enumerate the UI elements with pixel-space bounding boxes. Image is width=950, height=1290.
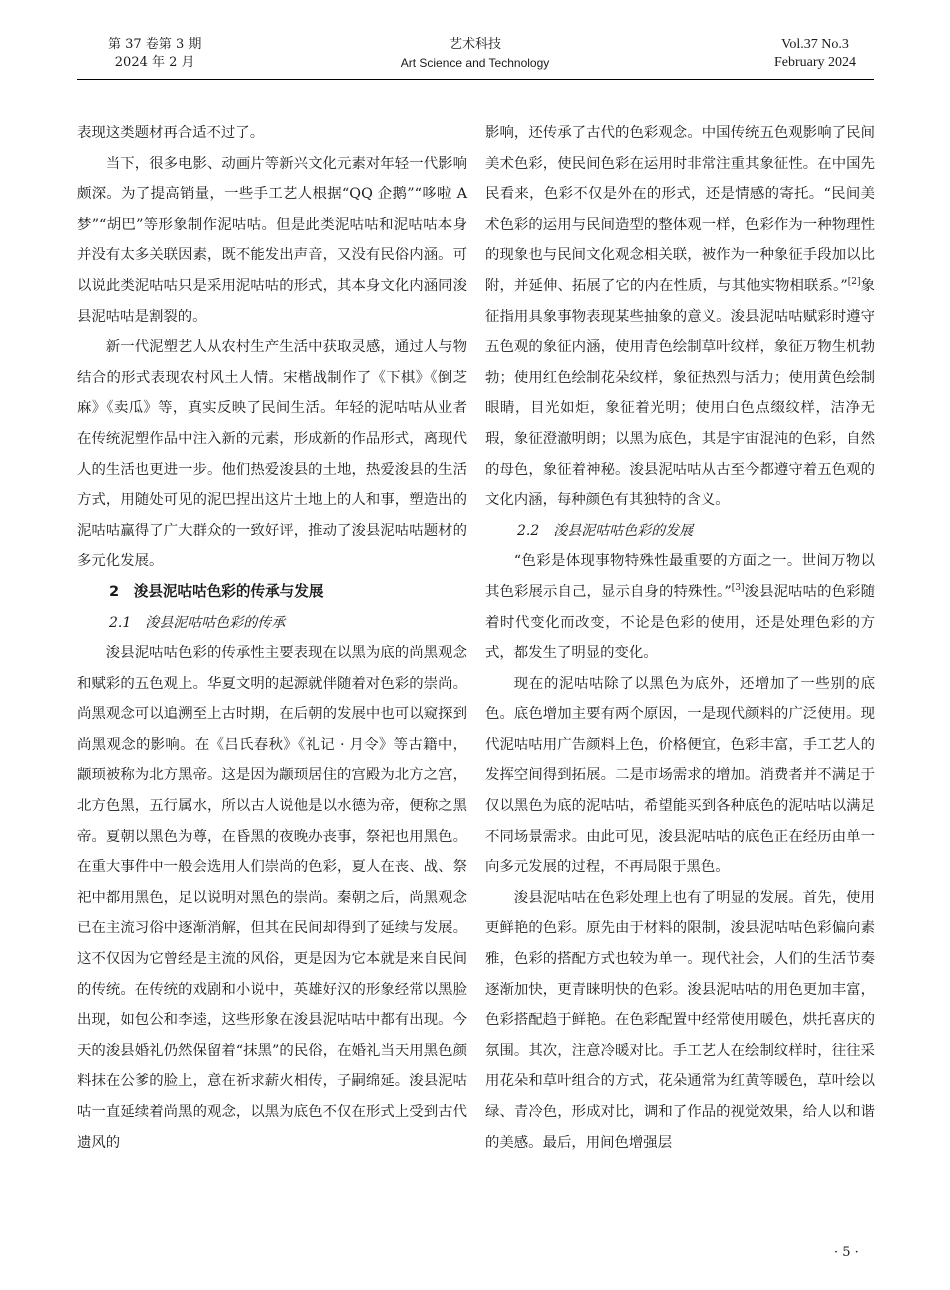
- date-cn: 2024 年 2 月: [114, 55, 195, 70]
- paragraph-text: 影响，还传承了古代的色彩观念。中国传统五色观影响了民间美术色彩，使民间色彩在运用时非常注重其象征性。在中国先民看来，色彩不仅是外在的形式，还是情感的寄托。“民间美术色彩的运用与民间造型的整体观一样，色彩作为一种物理性的现象也与民间文化观念相关联，被作为一种象征手段加以比附，并延伸、拓展了它的内在性质，与其他实物相联系。”: [485, 125, 875, 294]
- paragraph: 现在的泥咕咕除了以黑色为底外，还增加了一些别的底色。底色增加主要有两个原因，一是现代颜料的广泛使用。现代泥咕咕用广告颜料上色，价格便宜，色彩丰富，手工艺人的发挥空间得到拓展。二是市场需求的增加。消费者并不满足于仅以黑色为底的泥咕咕，希望能买到各种底色的泥咕咕以满足不同场景需求。由此可见，浚县泥咕咕的底色正在经历由单一向多元发展的过程，不再局限于黑色。: [485, 675, 875, 876]
- paragraph: 浚县泥咕咕色彩的传承性主要表现在以黑为底的尚黑观念和赋彩的五色观上。华夏文明的起源就伴随着对色彩的崇尚。尚黑观念可以追溯至上古时期，在后朝的发展中也可以窥探到尚黑观念的影响。在《吕氏春秋》《礼记 · 月令》等古籍中，颛顼被称为北方黑帝。这是因为颛顼居住的宫殿为北方之宫，北方色黑，五行属水，所以古人说他是以水德为帝，便称之黑帝。夏朝以黑色为尊，在昏黑的夜晚办丧事，祭祀也用黑色。在重大事件中一般会选用人们崇尚的色彩，夏人在丧、战、祭祀中都用黑色，足以说明对黑色的崇尚。秦朝之后，尚黑观念已在主流习俗中逐渐消解，但其在民间却得到了延续与发展。这不仅因为它曾经是主流的风俗，更是因为它本就是来自民间的传统。在传统的戏剧和小说中，英雄好汉的形象经常以黑脸出现，如包公和李逵，这些形象在浚县泥咕咕中都有出现。今天的浚县婚礼仍然保留着“抹黑”的民俗，在婚礼当天用黑色颜料抹在公爹的脸上，意在祈求薪火相传，子嗣绵延。浚县泥咕咕一直延续着尚黑的观念，以黑为底色不仅在形式上受到古代遗风的: [77, 645, 467, 1151]
- paragraph-text: “色彩是体现事物特殊性最重要的方面之一。世间万物以其色彩展示自己，显示自身的特殊性。”: [485, 553, 875, 600]
- citation-ref: [3]: [731, 583, 745, 594]
- paragraph: 浚县泥咕咕在色彩处理上也有了明显的发展。首先，使用更鲜艳的色彩。原先由于材料的限制，浚县泥咕咕色彩偏向素雅，色彩的搭配方式也较为单一。现代社会，人们的生活节奏逐渐加快，更青睐明快的色彩。浚县泥咕咕的用色更加丰富，色彩搭配趋于鲜艳。在色彩配置中经常使用暖色，烘托喜庆的氛围。其次，注意冷暖对比。手工艺人在绘制纹样时，往往采用花朵和草叶组合的方式，花朵通常为红黄等暖色，草叶绘以绿、青冷色，形成对比，调和了作品的视觉效果，给人以和谐的美感。最后，用间色增强层: [485, 889, 875, 1151]
- paragraph-text: 浚县泥咕咕的色彩随着时代变化而改变，不论是色彩的使用，还是处理色彩的方式，都发生了明显的变化。: [485, 583, 875, 662]
- citation-ref: [2]: [847, 277, 861, 288]
- paragraph-text: 象征指用具象事物表现某些抽象的意义。浚县泥咕咕赋彩时遵守五色观的象征内涵，使用青色绘制草叶纹样，象征万物生机勃勃；使用红色绘制花朵纹样，象征热烈与活力；使用黄色绘制眼睛，目光如炬，象征着光明；使用白色点缀纹样，洁净无瑕，象征澄澈明朗；以黑为底色，其是宇宙混沌的色彩，自然的母色，象征着神秘。浚县泥咕咕从古至今都遵守着五色观的文化内涵，每种颜色有其独特的含义。: [485, 277, 875, 509]
- page-number: · 5 ·: [834, 1245, 859, 1260]
- journal-title-cn: 艺术科技: [448, 37, 501, 52]
- paragraph: 新一代泥塑艺人从农村生产生活中获取灵感，通过人与物结合的形式表现农村风土人情。宋楷战制作了《下棋》《倒芝麻》《卖瓜》等，真实反映了民间生活。年轻的泥咕咕从业者在传统泥塑作品中注入新的元素，形成新的作品形式，离现代人的生活也更进一步。他们热爱浚县的土地，热爱浚县的生活方式，用随处可见的泥巴捏出这片土地上的人和事，塑造出的泥咕咕赢得了广大群众的一致好评，推动了浚县泥咕咕题材的多元化发展。: [77, 339, 467, 570]
- subsection-heading: 2.2 浚县泥咕咕色彩的发展: [517, 522, 694, 539]
- journal-volume-issue-en: [774, 36, 856, 72]
- paragraph: [485, 546, 875, 668]
- right-column: [485, 118, 875, 1158]
- journal-title-en: Art Science and Technology: [400, 56, 550, 70]
- header-rule: [77, 79, 874, 80]
- paragraph: 表现这类题材再合适不过了。: [77, 125, 265, 141]
- paragraph: [485, 118, 875, 516]
- subsection-heading: 2.1 浚县泥咕咕色彩的传承: [109, 614, 286, 631]
- date-en: February 2024: [773, 55, 856, 70]
- section-heading: 2 浚县泥咕咕色彩的传承与发展: [109, 582, 324, 600]
- paragraph: 当下，很多电影、动画片等新兴文化元素对年轻一代影响颇深。为了提高销量，一些手工艺人根据“QQ 企鹅”“哆啦 A 梦”“胡巴”等形象制作泥咕咕。但是此类泥咕咕和泥咕咕本身并没有太多关联因素，既不能发出声音，又没有民俗内涵。可以说此类泥咕咕只是采用泥咕咕的形式，其本身文化内涵同浚县泥咕咕是割裂的。: [77, 155, 467, 325]
- left-column: [77, 118, 467, 1158]
- volume-issue-en: Vol.37 No.3: [781, 37, 849, 52]
- volume-issue-cn: 第 37 卷第 3 期: [108, 37, 202, 52]
